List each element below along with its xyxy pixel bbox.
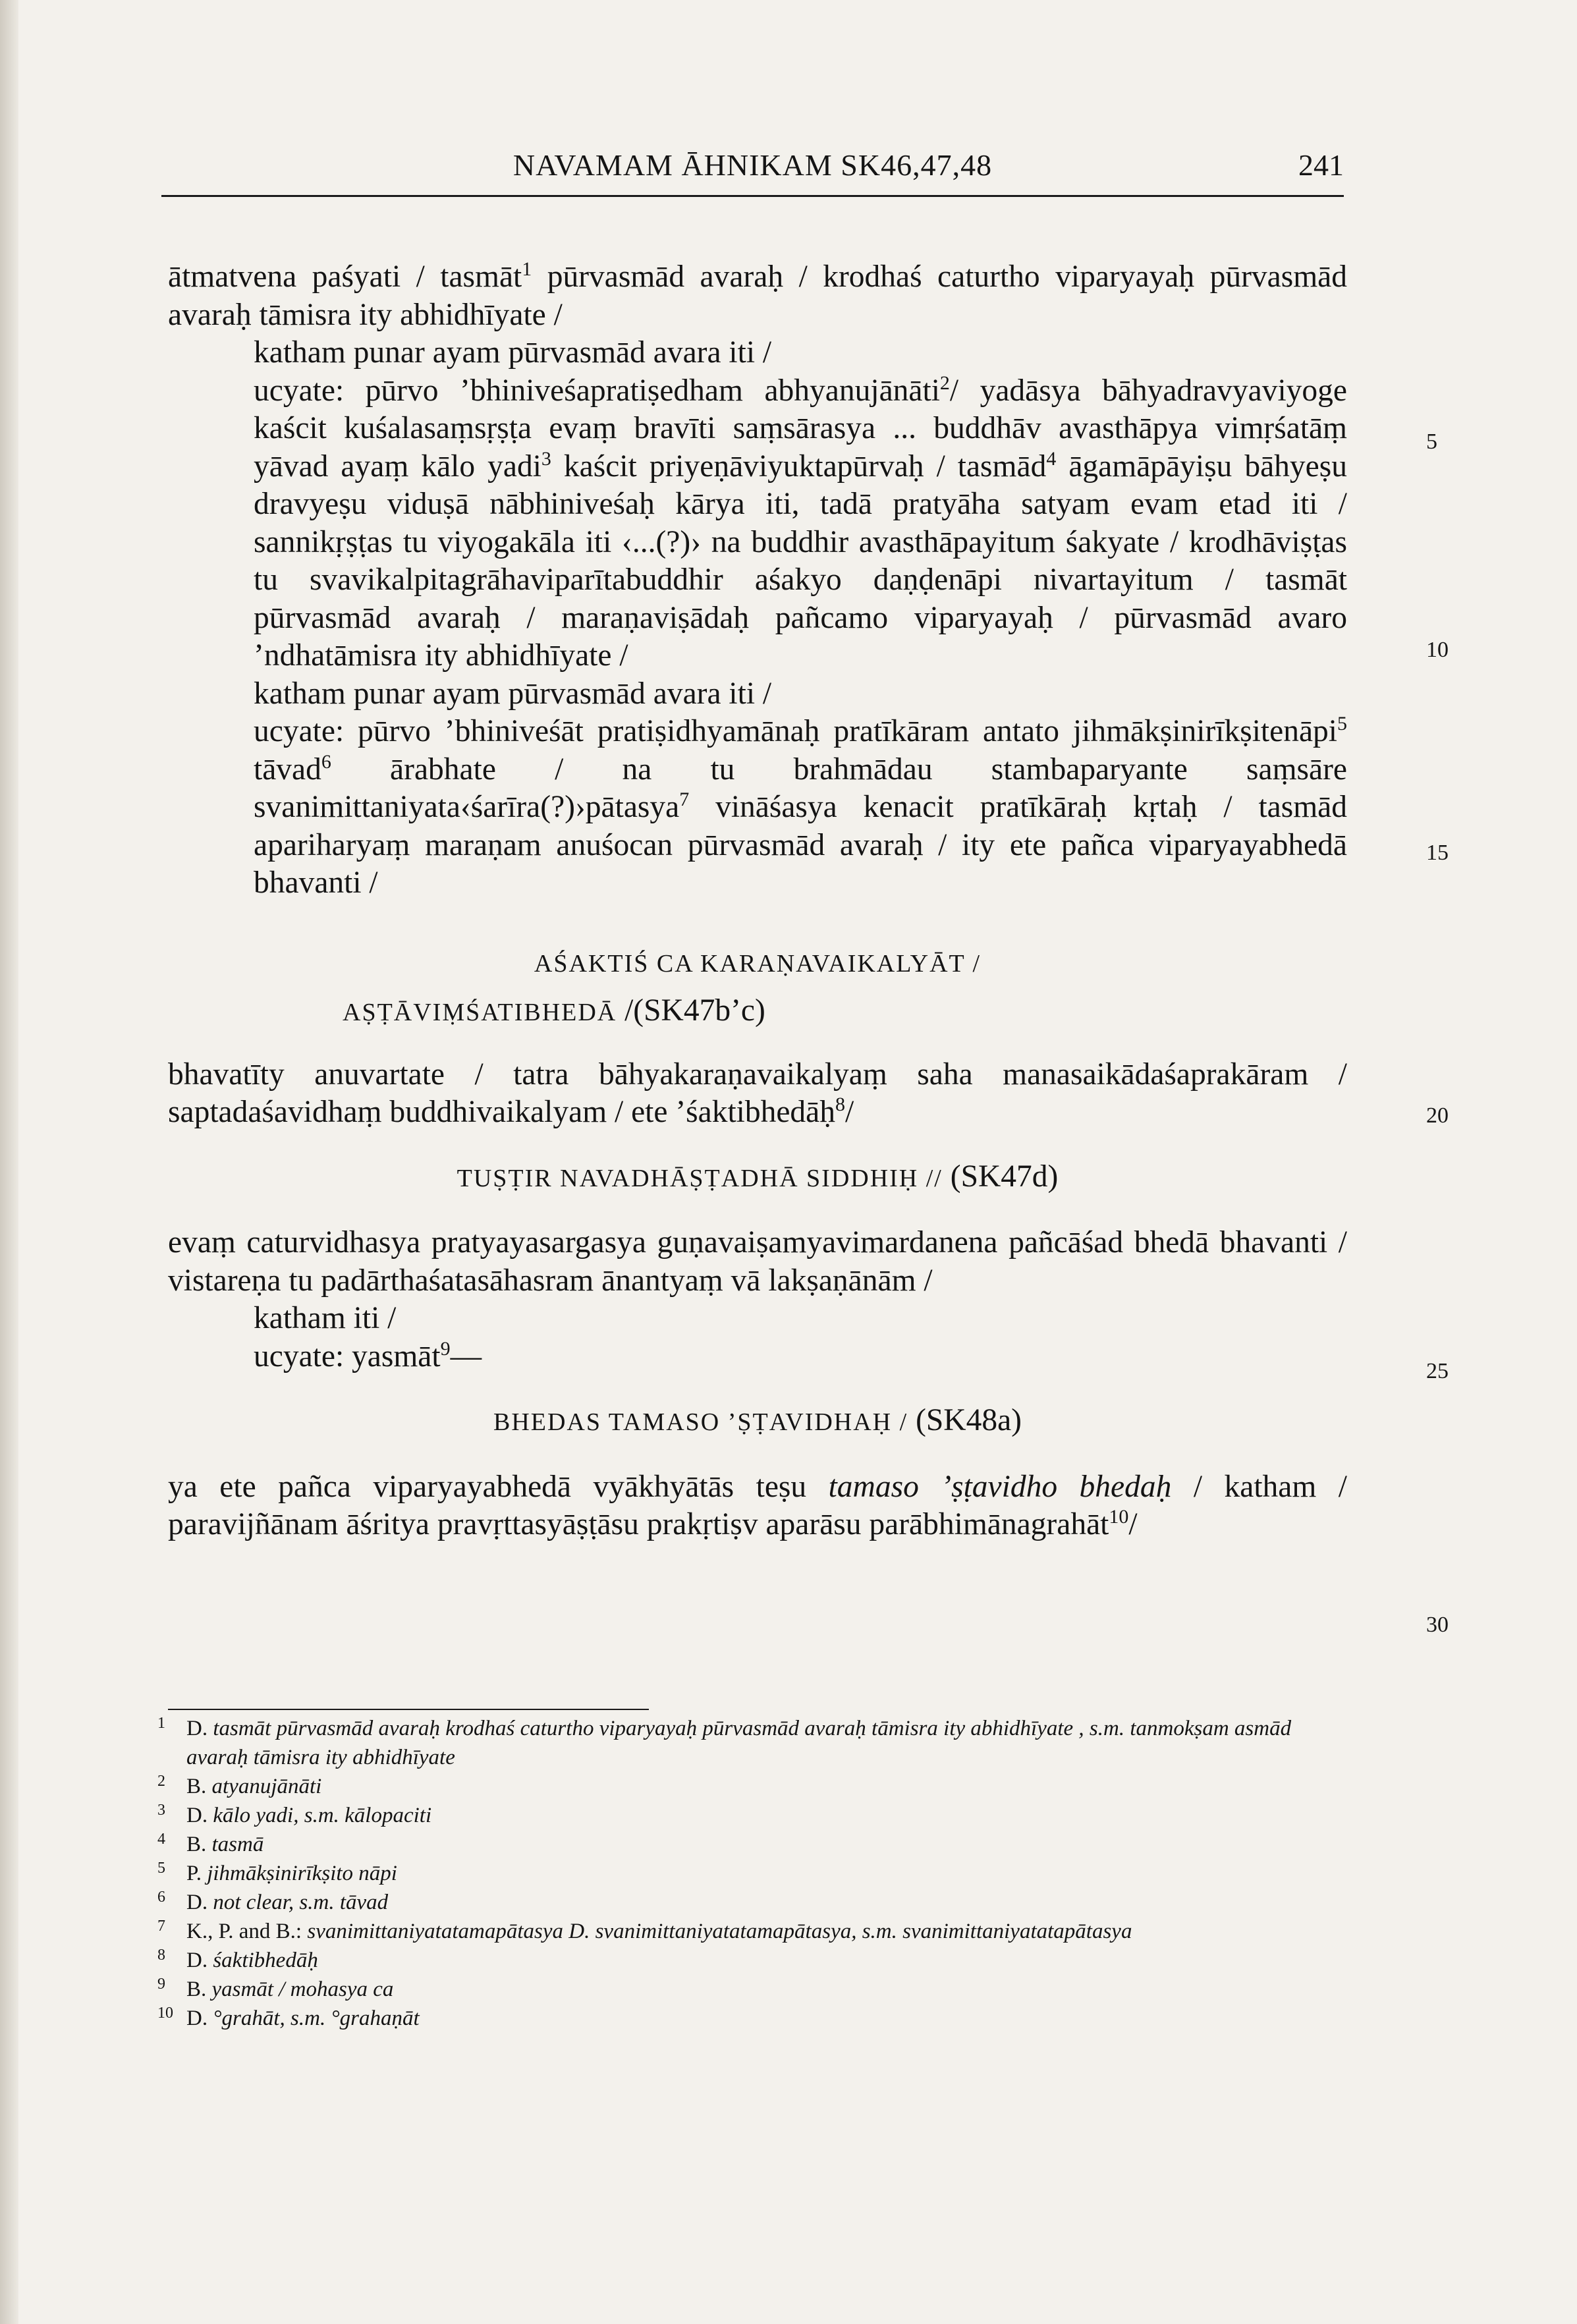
line-number: 5 [1426, 429, 1437, 454]
line-number: 10 [1426, 638, 1449, 662]
page-header [161, 148, 1344, 194]
footnote: 4 B. tasmā [157, 1831, 264, 1856]
footnote: 7 K., P. and B.: svanimittaniyatatamapātasya D. svanimittaniyatatamapātasya, s.m. svanimittaniyatatapātasya [157, 1918, 1132, 1943]
main-text [168, 258, 1347, 1544]
footnote: 3 D. kālo yadi, s.m. kālopaciti [157, 1802, 432, 1827]
footnotes [157, 1714, 1347, 2033]
footnote: 10 D. °grahāt, s.m. °grahaṇāt [157, 2005, 420, 2030]
page-edge [0, 0, 18, 2324]
header-rule [161, 195, 1344, 197]
page-number: 241 [1298, 148, 1344, 182]
section-heading: AṢṬĀVIṂŚATIBHEDĀ /(SK47b’c) [343, 993, 765, 1028]
paragraph: evaṃ caturvidhasya pratyayasargasya guṇavaiṣamyavimardanena pañcāśad bhedā bhavanti / vistareṇa tu padārthaśatasāhasram ānantyaṃ vā lakṣaṇānām / [168, 1225, 1347, 1298]
paragraph: ucyate: pūrvo ’bhiniveśapratiṣedham abhyanujānāti$^2$/ yadāsya bāhyadravyaviyoge kaścit kuśalasaṃsṛṣṭa evaṃ bravīti saṃsārasya ... buddhāv avasthāpya vimṛśatāṃ yāvad ayaṃ kālo yadi$^3$ kaścit priyeṇāviyuktapūrvaḥ / tasmād$^4$ āgamāpāyiṣu bāhyeṣu dravyeṣu viduṣā nābhiniveśaḥ kārya iti, tadā pratyāha satyam evam etad iti / sannikṛṣṭas tu viyogakāla iti ‹...(?)› na buddhir avasthāpayitum śakyate / krodhāviṣṭas tu svavikalpitagrāhaviparītabuddhir aśakyo daṇḍenāpi nivartayitum / tasmāt pūrvasmād avaraḥ / maraṇaviṣādaḥ pañcamo viparyayaḥ / pūrvasmād avaro ’ndhatāmisra ity abhidhīyate / [254, 372, 1347, 673]
line-number: 15 [1426, 841, 1449, 865]
paragraph: ucyate: yasmāt$^9$— [254, 1337, 482, 1373]
line-number: 25 [1426, 1359, 1449, 1383]
footnote: 6 D. not clear, s.m. tāvad [157, 1889, 389, 1914]
line-number: 30 [1426, 1613, 1449, 1637]
paragraph: katham punar ayam pūrvasmād avara iti / [254, 676, 772, 711]
paragraph: ya ete pañca viparyayabhedā vyākhyātās teṣu tamaso ’ṣṭavidho bhedaḥ / katham / paravijñānam āśritya pravṛttasyāṣṭāsu prakṛtiṣv aparāsu parābhimānagrahāt$^{10}$/ [168, 1469, 1347, 1541]
footnote: 2 B. atyanujānāti [157, 1773, 322, 1798]
footnote: 9 B. yasmāt / mohasya ca [157, 1976, 394, 2001]
paragraph: katham punar ayam pūrvasmād avara iti / [254, 335, 772, 370]
footnote-rule [168, 1709, 649, 1710]
line-number-margin [1426, 0, 1479, 2324]
paragraph: katham iti / [254, 1301, 397, 1335]
line-number: 20 [1426, 1103, 1449, 1128]
paragraph: ucyate: pūrvo ’bhiniveśāt pratiṣidhyamānaḥ pratīkāram antato jihmākṣinirīkṣitenāpi$^5$ tāvad$^6$ ārabhate / na tu brahmādau stambaparyante saṃsāre svanimittaniyata‹śarīra(?)›pātasya$^7$ vināśasya kenacit pratīkāraḥ kṛtaḥ / tasmād apariharyaṃ maraṇam anuśocan pūrvasmād avaraḥ / ity ete pañca viparyayabhedā bhavanti / [254, 713, 1347, 900]
section-heading: BHEDAS TAMASO ’ṢṬAVIDHAḤ / (SK48a) [493, 1403, 1022, 1437]
footnote: 5 P. jihmākṣinirīkṣito nāpi [157, 1860, 397, 1885]
paragraph: bhavatīty anuvartate / tatra bāhyakaraṇavaikalyaṃ saha manasaikādaśaprakāram / saptadaśavidhaṃ buddhivaikalyam / ete ’śaktibhedāḥ$^8$/ [168, 1057, 1347, 1129]
footnote: 1 D. tasmāt pūrvasmād avaraḥ krodhaś caturtho viparyayaḥ pūrvasmād avaraḥ tāmisra ity abhidhīyate , s.m. tanmokṣam asmād avaraḥ tāmisra ity abhidhīyate [157, 1715, 1292, 1769]
section-heading: TUṢṬIR NAVADHĀṢṬADHĀ SIDDHIḤ // (SK47d) [456, 1159, 1059, 1194]
paragraph: ātmatvena paśyati / tasmāt$^1$ pūrvasmād avaraḥ / krodhaś caturtho viparyayaḥ pūrvasmād avaraḥ tāmisra ity abhidhīyate / [168, 258, 1347, 332]
running-head: NAVAMAM ĀHNIKAM SK46,47,48 [512, 148, 993, 182]
section-heading: AŚAKTIŚ CA KARAṆAVAIKALYĀT / [534, 949, 982, 978]
footnote: 8 D. śaktibhedāḥ [157, 1947, 318, 1972]
